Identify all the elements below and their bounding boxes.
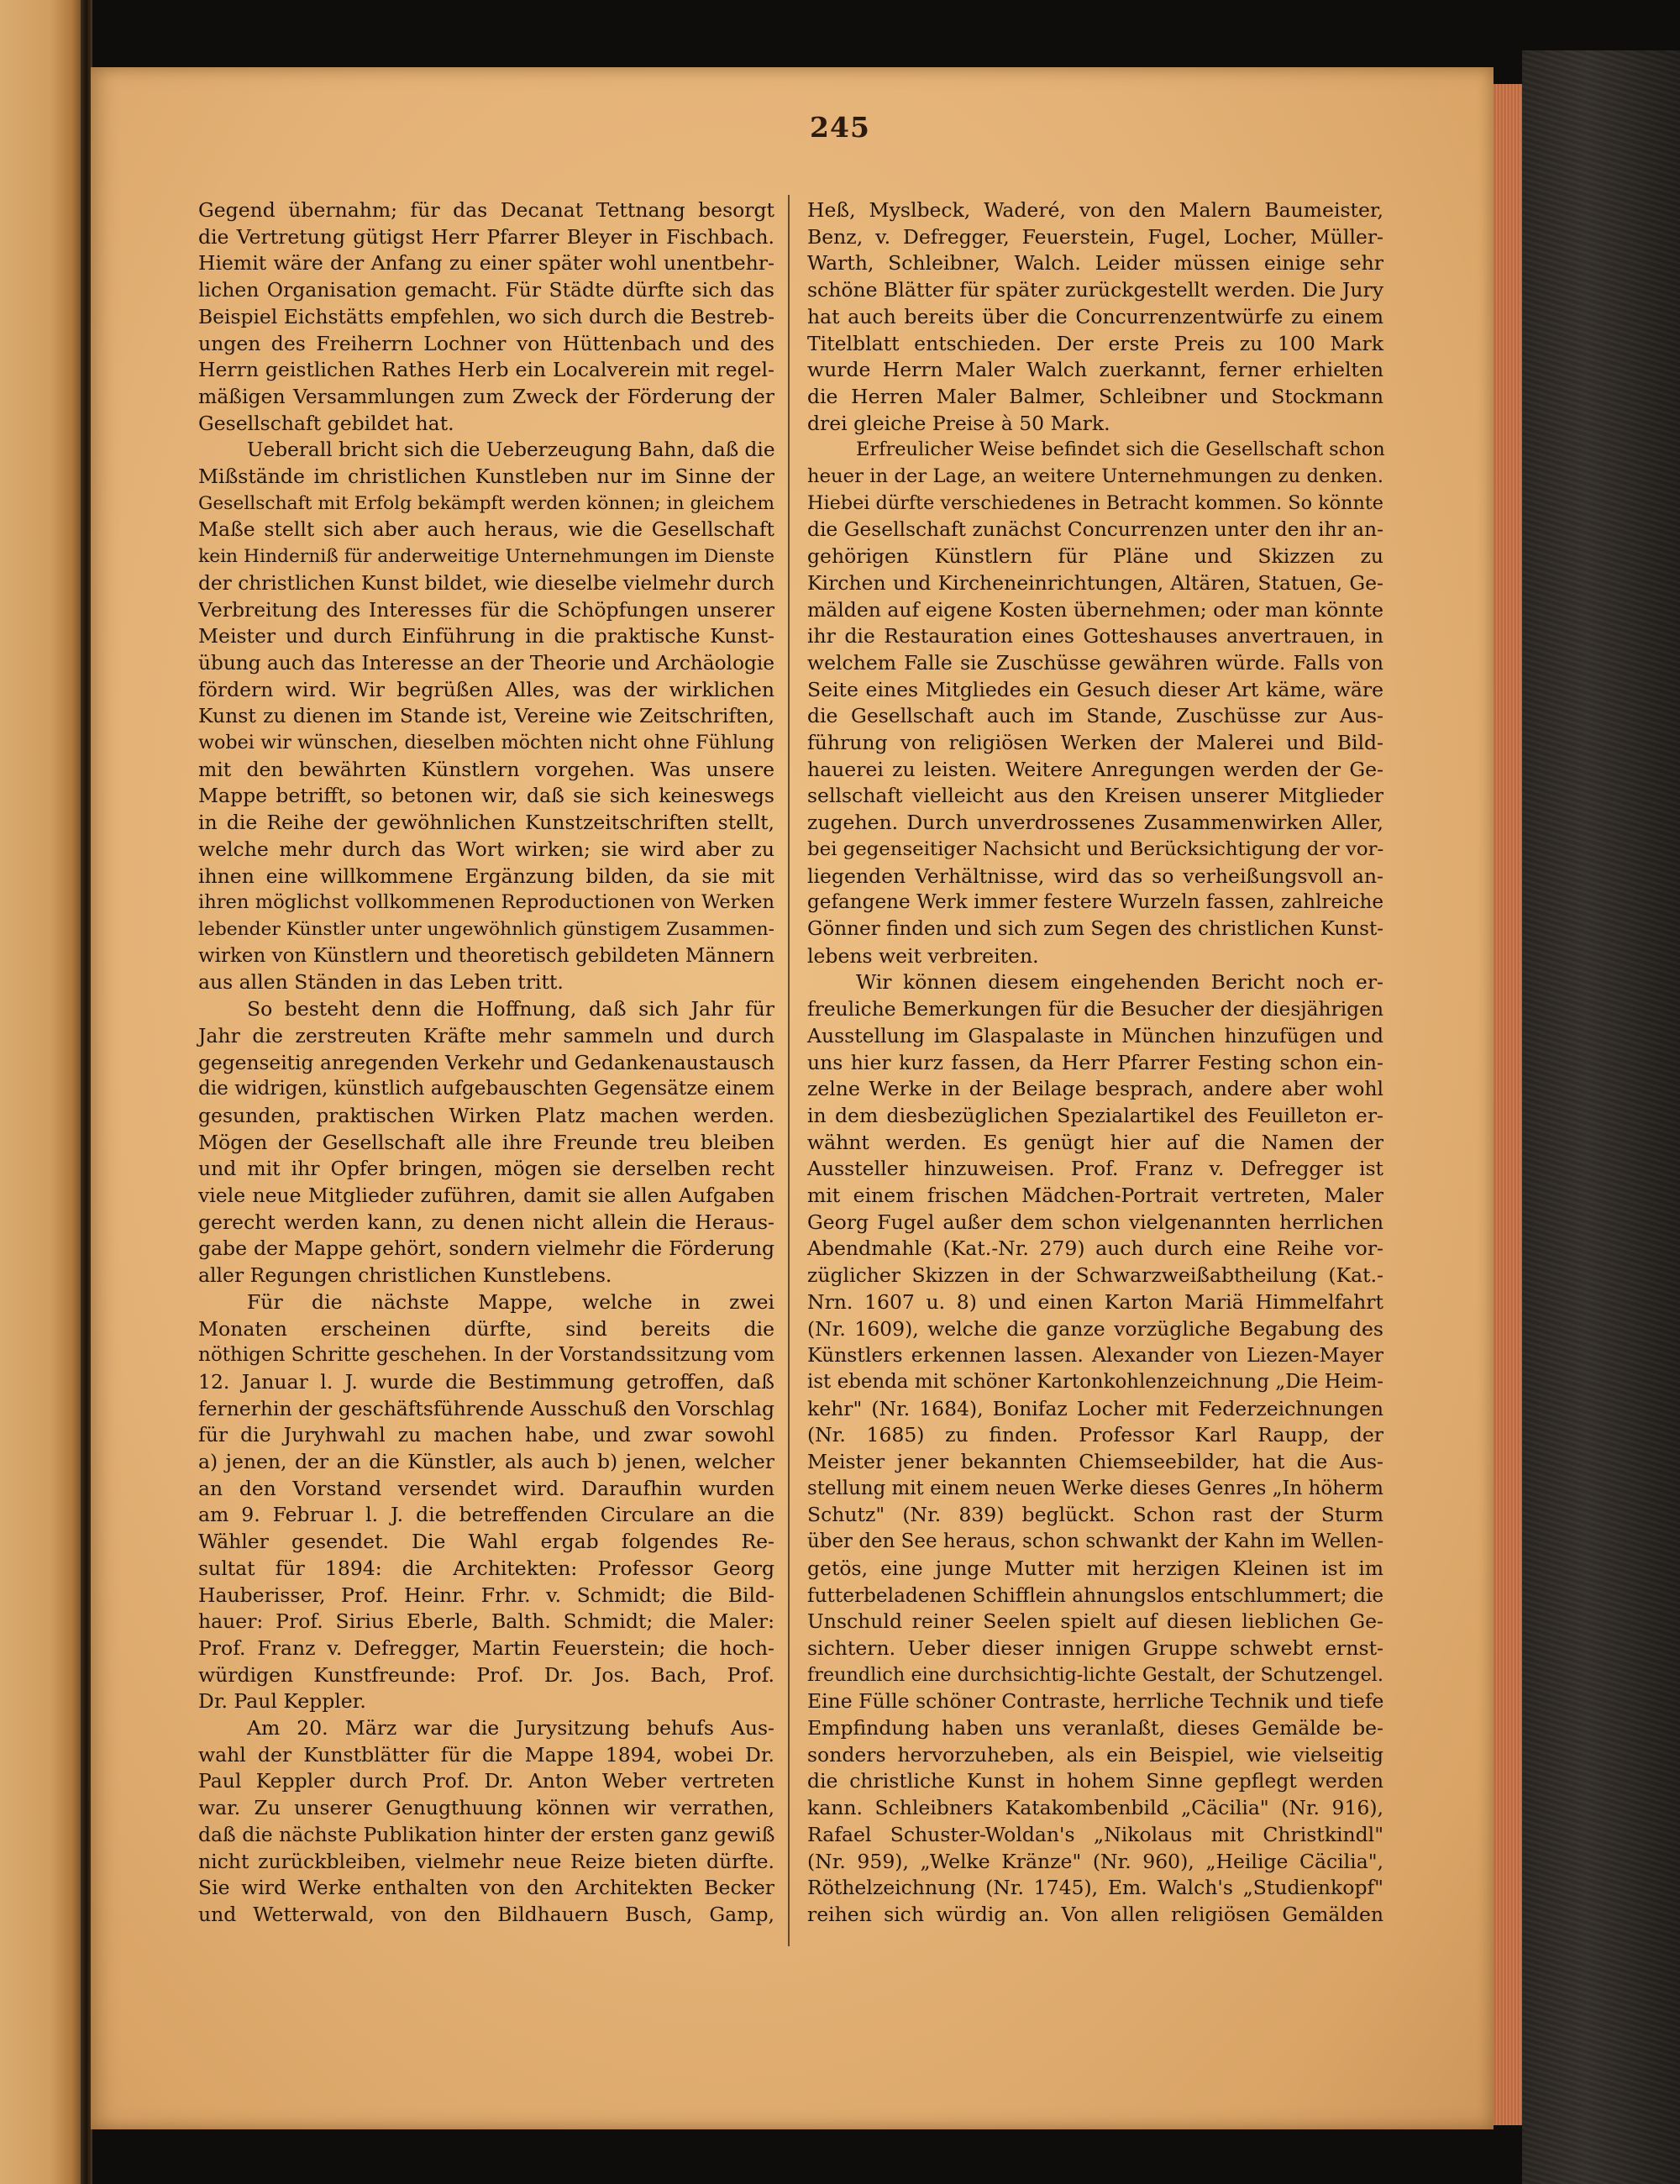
text-line: freundlich eine durchsichtig-lichte Gestalt, der Schutzengel. — [807, 1663, 1383, 1686]
text-line: Wir können diesem eingehenden Bericht noch er- — [856, 970, 1383, 995]
text-line: Paul Keppler durch Prof. Dr. Anton Weber vertreten — [198, 1769, 774, 1793]
text-line: (Nr. 1609), welche die ganze vorzügliche Begabung des — [807, 1316, 1383, 1341]
text-line: Ausstellung im Glaspalaste in München hinzufügen und — [807, 1023, 1383, 1047]
text-line: zelne Werke in der Beilage besprach, andere aber wohl — [807, 1077, 1383, 1101]
text-line: mälden auf eigene Kosten übernehmen; oder man könnte — [807, 597, 1383, 622]
text-line: wobei wir wünschen, dieselben möchten nicht ohne Fühlung — [198, 732, 774, 754]
text-line: Hauberisser, Prof. Heinr. Frhr. v. Schmidt; die Bild- — [198, 1583, 774, 1607]
text-line: Ueberall bricht sich die Ueberzeugung Bahn, daß die — [247, 438, 775, 462]
text-line: gabe der Mappe gehört, sondern vielmehr die Förderung — [198, 1236, 774, 1261]
text-line: am 9. Februar l. J. die betreffenden Circulare an die — [198, 1503, 774, 1527]
page-edges — [1494, 84, 1522, 2125]
left-text-column — [198, 197, 774, 1929]
text-line: in dem diesbezüglichen Spezialartikel des Feuilleton er- — [807, 1103, 1383, 1127]
text-line: Abendmahle (Kat.-Nr. 279) auch durch eine Reihe vor- — [807, 1236, 1383, 1261]
text-line: würdigen Kunstfreunde: Prof. Dr. Jos. Bach, Prof. — [198, 1662, 774, 1687]
text-line: schöne Blätter für später zurückgestellt werden. Die Jury — [807, 278, 1383, 302]
text-line: gesunden, praktischen Wirken Platz machen werden. — [198, 1103, 774, 1127]
text-line: Benz, v. Defregger, Feuerstein, Fugel, Locher, Müller- — [807, 224, 1383, 249]
text-line: ihr die Restauration eines Gotteshauses anvertrauen, in — [807, 624, 1383, 648]
text-line: Seite eines Mitgliedes ein Gesuch dieser Art käme, wäre — [807, 677, 1383, 701]
text-line: die Gesellschaft zunächst Concurrenzen unter den ihr an- — [807, 517, 1383, 542]
text-line: in die Reihe der gewöhnlichen Kunstzeitschriften stellt, — [198, 811, 774, 835]
text-line: Georg Fugel außer dem schon vielgenannten herrlichen — [807, 1210, 1383, 1234]
text-line: ist ebenda mit schöner Kartonkohlenzeichnung „Die Heim- — [807, 1370, 1383, 1393]
text-line: liegenden Verhältnisse, wird das so verheißungsvoll an- — [807, 864, 1383, 888]
text-line: Hiebei dürfte verschiedenes in Betracht kommen. So könnte — [807, 491, 1383, 514]
text-line: viele neue Mitglieder zuführen, damit sie allen Aufgaben — [198, 1184, 774, 1208]
text-line: Gegend übernahm; für das Decanat Tettnang besorgt — [198, 198, 774, 222]
text-line: sichtern. Ueber dieser innigen Gruppe schwebt ernst- — [807, 1635, 1383, 1660]
text-line: 12. Januar l. J. wurde die Bestimmung getroffen, daß — [198, 1369, 774, 1394]
text-line: führung von religiösen Werken der Malerei und Bild- — [807, 731, 1383, 755]
text-line: freuliche Bemerkungen für die Besucher der diesjährigen — [807, 997, 1383, 1021]
text-line: Kirchen und Kircheneinrichtungen, Altären, Statuen, Ge- — [807, 570, 1383, 595]
text-line: die Herren Maler Balmer, Schleibner und Stockmann — [807, 384, 1383, 408]
text-line: hauerei zu leisten. Weitere Anregungen werden der Ge- — [807, 757, 1383, 781]
text-line: war. Zu unserer Genugthuung können wir verrathen, — [198, 1796, 774, 1820]
text-line: reihen sich würdig an. Von allen religiösen Gemälden — [807, 1903, 1383, 1926]
text-line: Erfreulicher Weise befindet sich die Gesellschaft schon — [856, 438, 1385, 461]
text-line: Meister jener bekannten Chiemseebilder, hat die Aus- — [807, 1450, 1383, 1474]
text-line: mäßigen Versammlungen zum Zweck der Förderung der — [198, 384, 774, 408]
text-line: die Vertretung gütigst Herr Pfarrer Bleyer in Fischbach. — [198, 224, 774, 249]
text-line: gegenseitig anregenden Verkehr und Gedankenaustausch — [198, 1051, 774, 1074]
text-line: Heß, Myslbeck, Waderé, von den Malern Baumeister, — [807, 198, 1383, 222]
text-line: ihnen eine willkommene Ergänzung bilden, da sie mit — [198, 864, 774, 888]
text-line: sellschaft vielleicht aus den Kreisen unserer Mitglieder — [807, 784, 1383, 808]
text-line: an den Vorstand versendet wird. Daraufhin wurden — [198, 1476, 774, 1500]
text-line: kehr" (Nr. 1684), Bonifaz Locher mit Federzeichnungen — [807, 1396, 1383, 1420]
text-line: Warth, Schleibner, Walch. Leider müssen einige sehr — [807, 251, 1383, 276]
text-line: (Nr. 1685) zu finden. Professor Karl Raupp, der — [807, 1423, 1383, 1447]
text-line: Sie wird Werke enthalten von den Architekten Becker — [198, 1876, 774, 1900]
text-line: Prof. Franz v. Defregger, Martin Feuerstein; die hoch- — [198, 1635, 774, 1660]
text-line: ungen des Freiherrn Lochner von Hüttenbach und des — [198, 331, 774, 355]
text-line: Kunst zu dienen im Stande ist, Vereine wie Zeitschriften, — [198, 704, 774, 728]
text-line: Gesellschaft gebildet hat. — [198, 411, 454, 435]
text-line: sultat für 1894: die Architekten: Professor Georg — [198, 1556, 774, 1580]
text-line: kein Hinderniß für anderweitige Unternehmungen im Dienste — [198, 546, 774, 568]
text-line: Maße stellt sich aber auch heraus, wie die Gesellschaft — [198, 517, 774, 542]
text-line: Hiemit wäre der Anfang zu einer später wohl unentbehr- — [198, 251, 774, 276]
right-text-column — [807, 197, 1383, 1929]
text-line: gehörigen Künstlern für Pläne und Skizzen zu — [807, 544, 1383, 569]
text-line: lebender Künstler unter ungewöhnlich günstigem Zusammen- — [198, 918, 774, 940]
text-line: wähnt werden. Es genügt hier auf die Namen der — [807, 1130, 1383, 1154]
text-line: uns hier kurz fassen, da Herr Pfarrer Festing schon ein- — [807, 1050, 1383, 1074]
text-line: drei gleiche Preise à 50 Mark. — [807, 411, 1110, 435]
text-line: lichen Organisation gemacht. Für Städte dürfte sich das — [198, 278, 774, 302]
text-line: heuer in der Lage, an weitere Unternehmungen zu denken. — [807, 465, 1383, 488]
text-line: mit den bewährten Künstlern vorgehen. Was unsere — [198, 757, 774, 781]
text-line: der christlichen Kunst bildet, wie dieselbe vielmehr durch — [198, 571, 774, 595]
text-line: Künstlers erkennen lassen. Alexander von Liezen-Mayer — [807, 1343, 1383, 1368]
page-number: 245 — [810, 111, 870, 144]
text-line: fernerhin der geschäftsführende Ausschuß den Vorschlag — [198, 1396, 774, 1420]
text-line: hauer: Prof. Sirius Eberle, Balth. Schmidt; die Maler: — [198, 1609, 774, 1634]
text-line: So besteht denn die Hoffnung, daß sich Jahr für — [247, 997, 774, 1021]
text-line: Gesellschaft mit Erfolg bekämpft werden können; in gleichem — [198, 492, 774, 514]
text-line: fördern wird. Wir begrüßen Alles, was der wirklichen — [198, 677, 774, 701]
text-line: Herrn geistlichen Rathes Herb ein Localverein mit regel- — [198, 358, 774, 382]
text-line: Röthelzeichnung (Nr. 1745), Em. Walch's „Studienkopf" — [807, 1876, 1383, 1900]
text-line: Beispiel Eichstätts empfehlen, wo sich durch die Bestreb- — [198, 304, 774, 328]
text-line: futterbeladenen Schifflein ahnungslos entschlummert; die — [807, 1583, 1384, 1607]
text-line: Monaten erscheinen dürfte, sind bereits die — [198, 1316, 774, 1341]
text-line: sonders hervorzuheben, als ein Beispiel, wie vielseitig — [807, 1742, 1383, 1767]
text-line: gerecht werden kann, zu denen nicht allein die Heraus- — [198, 1210, 774, 1234]
text-line: (Nr. 959), „Welke Kränze" (Nr. 960), „Heilige Cäcilia", — [807, 1849, 1383, 1873]
text-line: übung auch das Interesse an der Theorie und Archäologie — [198, 651, 774, 675]
text-line: zugehen. Durch unverdrossenes Zusammenwirken Aller, — [807, 811, 1383, 835]
text-line: die Gesellschaft auch im Stande, Zuschüsse zur Aus- — [807, 704, 1383, 728]
text-line: für die Juryhwahl zu machen habe, und zwar sowohl — [198, 1423, 774, 1447]
text-line: Schutz" (Nr. 839) beglückt. Schon rast der Sturm — [807, 1503, 1383, 1527]
text-line: und Wetterwald, von den Bildhauern Busch, Gamp, — [198, 1903, 774, 1926]
text-line: Wähler gesendet. Die Wahl ergab folgendes Re- — [198, 1530, 774, 1554]
text-line: Dr. Paul Keppler. — [198, 1689, 366, 1714]
text-line: über den See heraus, schon schwankt der Kahn im Wellen- — [807, 1530, 1384, 1553]
text-line: Empfindung haben uns veranlaßt, dieses Gemälde be- — [807, 1716, 1383, 1740]
text-line: aller Regungen christlichen Kunstlebens. — [198, 1263, 612, 1288]
text-line: ihren möglichst vollkommenen Reproductionen von Werken — [198, 891, 774, 914]
book-cover — [1522, 50, 1680, 2184]
text-line: und mit ihr Opfer bringen, mögen sie derselben recht — [198, 1157, 774, 1181]
text-line: Jahr die zerstreuten Kräfte mehr sammeln und durch — [198, 1023, 774, 1047]
text-line: wurde Herrn Maler Walch zuerkannt, ferner erhielten — [807, 358, 1383, 382]
text-line: welchem Falle sie Zuschüsse gewähren würde. Falls von — [807, 650, 1383, 675]
text-line: züglicher Skizzen in der Schwarzweißabtheilung (Kat.- — [807, 1263, 1383, 1288]
text-line: wahl der Kunstblätter für die Mappe 1894, wobei Dr. — [198, 1742, 774, 1767]
text-line: nöthigen Schritte geschehen. In der Vorstandssitzung vom — [198, 1344, 774, 1367]
left-facing-page-edge — [0, 0, 84, 2184]
text-line: Unschuld reiner Seelen spielt auf diesen lieblichen Ge- — [807, 1609, 1383, 1634]
text-line: Verbreitung des Interesses für die Schöpfungen unserer — [198, 597, 774, 622]
text-line: mit einem frischen Mädchen-Portrait vertreten, Maler — [807, 1184, 1383, 1208]
text-line: Am 20. März war die Jurysitzung behufs Aus- — [247, 1716, 774, 1740]
column-divider-rule — [788, 195, 790, 1946]
text-line: stellung mit einem neuen Werke dieses Genres „In höherm — [807, 1477, 1383, 1499]
text-line: wirken von Künstlern und theoretisch gebildeten Männern — [198, 944, 774, 967]
text-line: bei gegenseitiger Nachsicht und Berücksichtigung der vor- — [807, 837, 1384, 860]
text-line: lebens weit verbreiten. — [807, 943, 1039, 968]
text-line: Meister und durch Einführung in die praktische Kunst- — [198, 624, 774, 648]
text-line: welche mehr durch das Wort wirken; sie wird aber zu — [198, 837, 774, 861]
text-line: Eine Fülle schöner Contraste, herrliche Technik und tiefe — [807, 1689, 1384, 1714]
text-line: kann. Schleibners Katakombenbild „Cäcilia" (Nr. 916), — [807, 1796, 1383, 1820]
text-line: daß die nächste Publikation hinter der ersten ganz gewiß — [198, 1822, 775, 1846]
text-line: nicht zurückbleiben, vielmehr neue Reize bieten dürfte. — [198, 1849, 774, 1873]
text-line: Mögen der Gesellschaft alle ihre Freunde treu bleiben — [198, 1130, 774, 1154]
text-line: Rafael Schuster-Woldan's „Nikolaus mit Christkindl" — [807, 1822, 1383, 1846]
text-line: die christliche Kunst in hohem Sinne gepflegt werden — [807, 1769, 1383, 1793]
text-line: Für die nächste Mappe, welche in zwei — [247, 1289, 774, 1314]
text-line: Gönner finden und sich zum Segen des christlichen Kunst- — [807, 917, 1383, 940]
text-line: die widrigen, künstlich aufgebauschten Gegensätze einem — [198, 1078, 774, 1100]
text-line: hat auch bereits über die Concurrenzentwürfe zu einem — [807, 304, 1383, 328]
text-line: Mißstände im christlichen Kunstleben nur im Sinne der — [198, 465, 774, 489]
text-line: a) jenen, der an die Künstler, als auch b) jenen, welcher — [198, 1450, 774, 1474]
text-line: aus allen Ständen in das Leben tritt. — [198, 970, 564, 995]
text-line: Aussteller hinzuweisen. Prof. Franz v. Defregger ist — [807, 1157, 1383, 1181]
text-line: getös, eine junge Mutter mit herzigen Kleinen ist im — [807, 1556, 1383, 1580]
text-line: Mappe betrifft, so betonen wir, daß sie sich keineswegs — [198, 784, 774, 808]
text-line: gefangene Werk immer festere Wurzeln fassen, zahlreiche — [807, 891, 1383, 914]
text-line: Titelblatt entschieden. Der erste Preis zu 100 Mark — [807, 331, 1383, 355]
text-line: Nrn. 1607 u. 8) und einen Karton Mariä Himmelfahrt — [807, 1289, 1383, 1314]
